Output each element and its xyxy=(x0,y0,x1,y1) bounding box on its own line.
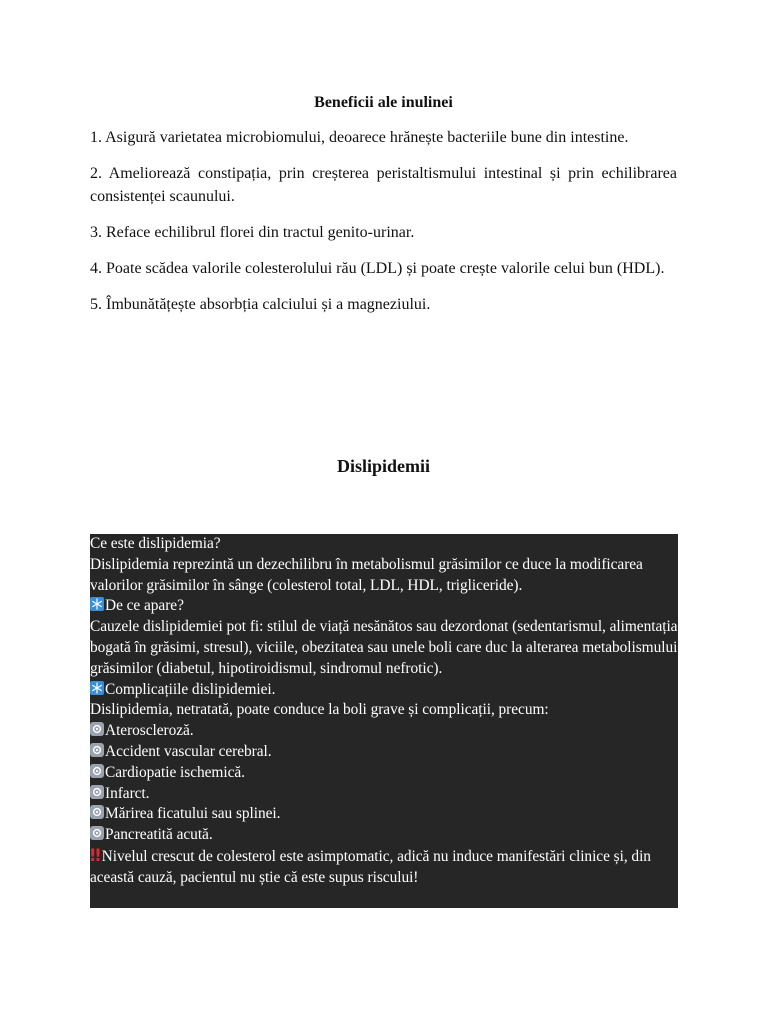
warning-text: Nivelul crescut de colesterol este asimptomatic, adică nu induce manifestări clinice și, din această cauză, pacientul nu știe că este supus riscului! xyxy=(90,847,651,886)
answer-complications: Dislipidemia, netratată, poate conduce la boli grave și complicații, precum: xyxy=(90,701,549,719)
complication-label: Ateroscleroză. xyxy=(105,722,194,740)
question-why-row xyxy=(90,596,678,617)
dyslipidemia-title: Dislipidemii xyxy=(336,456,430,476)
benefit-item-2: 2. Ameliorează constipația, prin creșterea peristaltismului intestinal și prin echilibrarea consistenței scaunului. xyxy=(90,165,677,205)
complication-label: Mărirea ficatului sau splinei. xyxy=(105,805,281,823)
question-complications-row xyxy=(90,680,678,701)
complication-label: Infarct. xyxy=(105,784,150,802)
gear-bullet-icon xyxy=(90,722,104,736)
snowflake-icon xyxy=(90,681,104,695)
benefit-item-1: 1. Asigură varietatea microbiomului, deoarece hrănește bacteriile bune din intestine. xyxy=(90,129,629,146)
answer-why: Cauzele dislipidemiei pot fi: stilul de viață nesănătos sau dezordonat (sedentarismul, alimentația bogată în grăsimi, stresul), viciile, obezitatea sau unele boli care duc la alterarea metabolismului grăsimilor (diabetul, hipotiroidismul, sindromul nefrotic). xyxy=(90,618,678,677)
warning-row xyxy=(90,846,678,889)
complication-item xyxy=(90,825,678,846)
question-why: De ce apare? xyxy=(105,597,184,615)
inulin-benefits-title: Beneficii ale inulinei xyxy=(314,94,453,111)
complication-item xyxy=(90,721,678,742)
inulin-benefits-section xyxy=(90,92,677,316)
question-what-is: Ce este dislipidemia? xyxy=(90,535,221,552)
complication-item xyxy=(90,742,678,763)
gear-bullet-icon xyxy=(90,805,104,819)
dyslipidemia-info-box xyxy=(90,534,678,908)
question-complications: Complicațiile dislipidemiei. xyxy=(105,680,276,698)
complication-item xyxy=(90,804,678,825)
complication-label: Accident vascular cerebral. xyxy=(105,742,272,760)
benefit-item-3: 3. Reface echilibrul florei din tractul genito-urinar. xyxy=(90,224,415,241)
double-exclamation-icon: ‼ xyxy=(90,845,101,866)
complication-label: Cardiopatie ischemică. xyxy=(105,763,245,781)
answer-what-is: Dislipidemia reprezintă un dezechilibru în metabolismul grăsimilor ce duce la modificarea valorilor grăsimilor în sânge (colesterol total, LDL, HDL, trigliceride). xyxy=(90,555,643,594)
complication-item xyxy=(90,784,678,805)
gear-bullet-icon xyxy=(90,764,104,778)
benefit-item-5: 5. Îmbunătățește absorbția calciului și a magneziului. xyxy=(90,296,431,313)
gear-bullet-icon xyxy=(90,826,104,840)
complication-item xyxy=(90,763,678,784)
gear-bullet-icon xyxy=(90,743,104,757)
complication-label: Pancreatită acută. xyxy=(105,826,213,844)
snowflake-icon xyxy=(90,597,104,611)
benefit-item-4: 4. Poate scădea valorile colesterolului rău (LDL) și poate crește valorile celui bun (HDL). xyxy=(90,260,665,277)
gear-bullet-icon xyxy=(90,785,104,799)
